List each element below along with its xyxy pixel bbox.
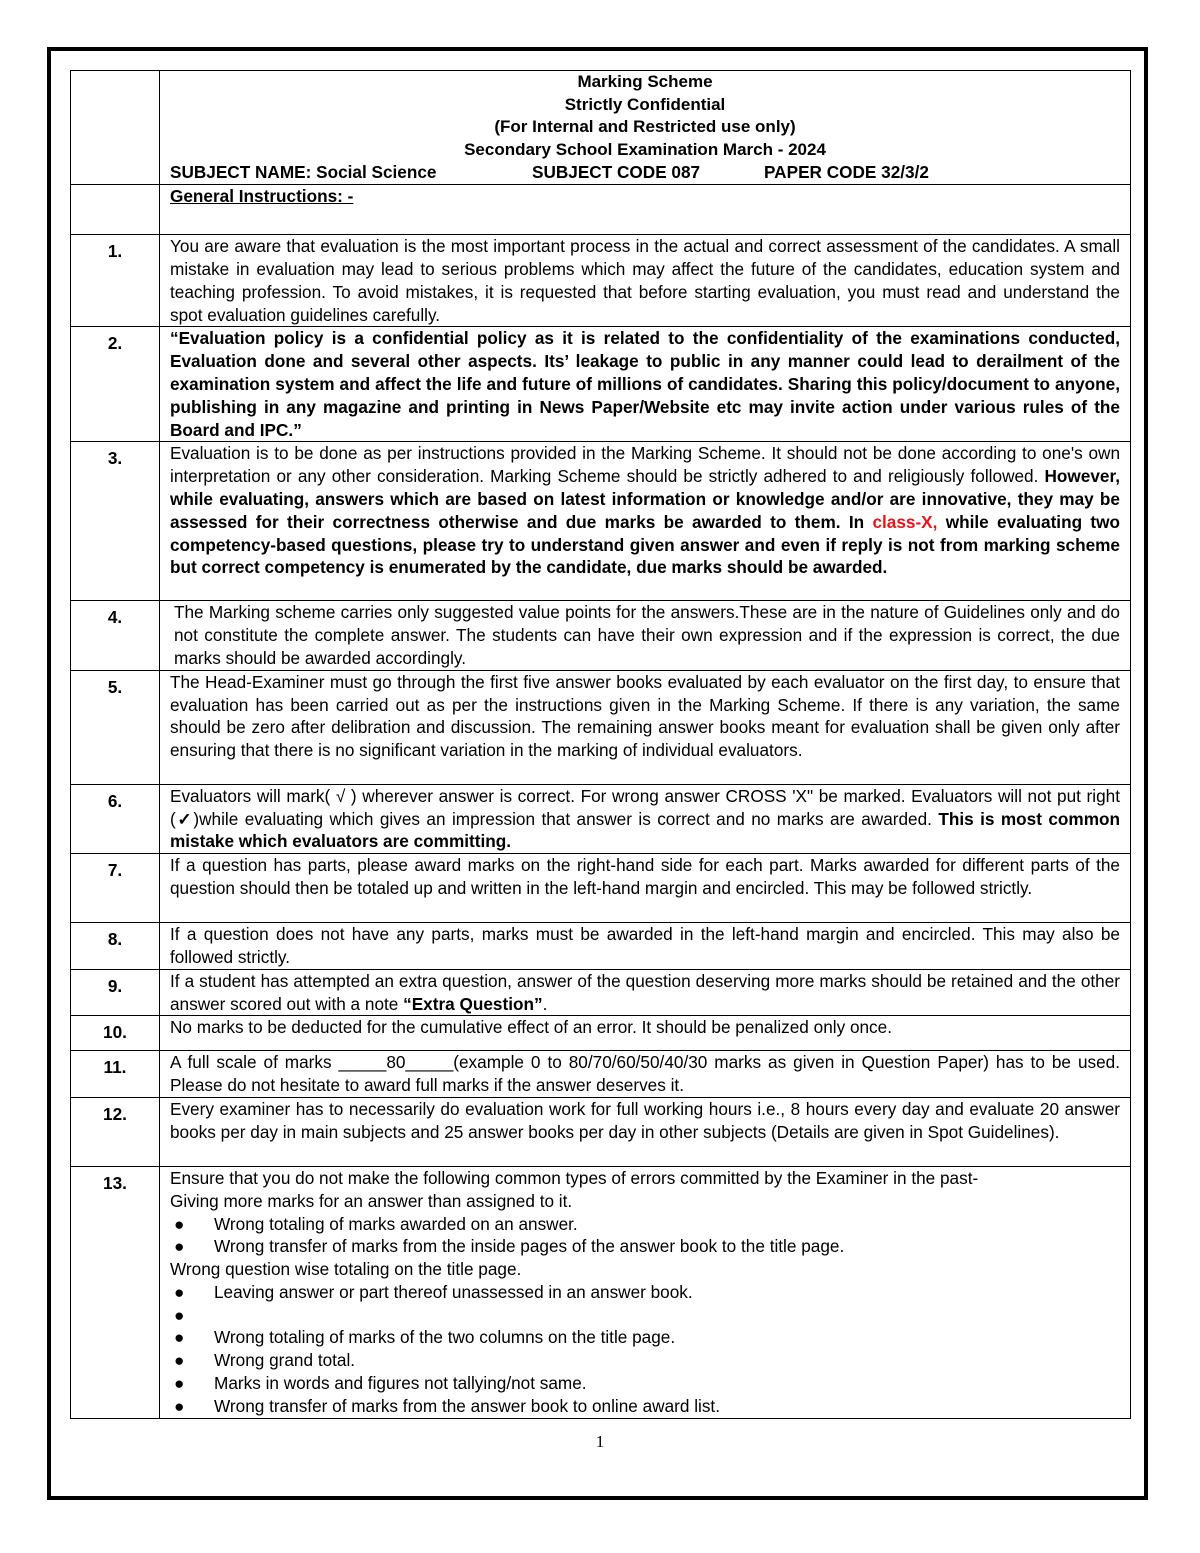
item-text: You are aware that evaluation is the most important process in the actual and correct assessment of the candidates. A small mistake in evaluation may lead to serious problems which may affect the future of the candidates, education system and teaching profession. To avoid mistakes, it is requested that before starting evaluation, you must read and understand the spot evaluation guidelines carefully. xyxy=(160,235,1131,327)
instruction-row xyxy=(71,854,1131,923)
item-intro: Ensure that you do not make the following common types of errors committed by the Examiner in the past- xyxy=(170,1167,979,1188)
item-text: “Evaluation policy is a confidential policy as it is related to the confidentiality of the examinations conducted, Evaluation done and several other aspects. Its’ leakage to public in any manner could lead to derailment of the examination system and affect the life and future of millions of candidates. Sharing this policy/document to anyone, publishing in any magazine and printing in News Paper/Website etc may invite action under various rules of the Board and IPC.” xyxy=(160,327,1131,442)
item-text: No marks to be deducted for the cumulative effect of an error. It should be penalized only once. xyxy=(160,1016,1131,1051)
instruction-row xyxy=(71,235,1131,327)
exam-label: Secondary School Examination March - 2024 xyxy=(464,139,826,159)
error-list-item xyxy=(170,1235,1120,1258)
item-text-bold: while evaluating two competency-based questions, please try to understand given answer and even if reply is not from marking scheme but correct competency is enumerated by the candidate, due marks should be awarded. xyxy=(170,511,1120,578)
item-number: 6. xyxy=(71,784,160,853)
instruction-row xyxy=(71,1016,1131,1051)
item-text: The Head-Examiner must go through the first five answer books evaluated by each evaluator on the first day, to ensure that evaluation has been carried out as per the instructions given in the Marking Scheme. If there is any variation, the same should be zero after delibration and discussion. The remaining answer books meant for evaluation shall be given only after ensuring that there is no significant variation in the marking of individual evaluators. xyxy=(160,670,1131,784)
instruction-row xyxy=(71,784,1131,853)
item-number: 2. xyxy=(71,327,160,442)
item-line: Giving more marks for an answer than assigned to it. xyxy=(170,1190,573,1211)
error-list-item xyxy=(170,1395,1120,1418)
item-number: 12. xyxy=(71,1097,160,1166)
item-text: If a question has parts, please award marks on the right-hand side for each part. Marks awarded for different parts of the question should then be totaled up and written in the left-hand margin and encircled. This may be followed strictly. xyxy=(160,854,1131,923)
item-number: 3. xyxy=(71,442,160,601)
instruction-row xyxy=(71,1097,1131,1166)
error-list-text: Wrong transfer of marks from the answer book to online award list. xyxy=(214,1395,720,1416)
bullet-icon: ● xyxy=(174,1395,185,1416)
item-text: If a question does not have any parts, marks must be awarded in the left-hand margin and encircled. This may also be followed strictly. xyxy=(160,923,1131,970)
bullet-icon: ● xyxy=(174,1304,185,1325)
instruction-row xyxy=(71,923,1131,970)
instruction-row xyxy=(71,670,1131,784)
item-text-part: )while evaluating which gives an impression that answer is correct and no marks are awarded. xyxy=(193,808,939,829)
bullet-icon: ● xyxy=(174,1236,185,1257)
item-text-part: Evaluation is to be done as per instructions provided in the Marking Scheme. It should not be done according to one's own interpretation or any other consideration. Marking Scheme should be strictly adhered to and religiously followed. xyxy=(170,443,1120,487)
instruction-row xyxy=(71,969,1131,1016)
subject-code: SUBJECT CODE 087 xyxy=(532,162,701,183)
general-number-cell xyxy=(71,185,160,235)
item-number: 9. xyxy=(71,969,160,1016)
usage-label: (For Internal and Restricted use only) xyxy=(494,117,796,137)
header-number-cell xyxy=(71,71,160,185)
item-line: Wrong question wise totaling on the title page. xyxy=(170,1259,522,1280)
error-list-item xyxy=(170,1304,1120,1327)
error-list-item xyxy=(170,1213,1120,1236)
item-number: 11. xyxy=(71,1051,160,1098)
error-list-text: Wrong totaling of marks awarded on an answer. xyxy=(214,1213,578,1234)
bullet-icon: ● xyxy=(174,1281,185,1302)
subject-line xyxy=(170,161,1120,184)
bullet-icon: ● xyxy=(174,1213,185,1234)
item-text-bold: “Extra Question” xyxy=(403,993,543,1014)
general-instructions-heading: General Instructions: - xyxy=(170,186,354,207)
general-instructions-row xyxy=(71,185,1131,235)
class-x-highlight: class-X, xyxy=(872,511,938,532)
item-text-bold: This is most common mistake which evaluators are committing. xyxy=(170,808,1120,852)
error-list-item xyxy=(170,1372,1120,1395)
error-list-text: Wrong grand total. xyxy=(214,1350,356,1371)
paper-code: PAPER CODE 32/3/2 xyxy=(764,162,929,183)
error-list-text: Marks in words and figures not tallying/not same. xyxy=(214,1373,587,1394)
item-text-bold: However, while evaluating, answers which are based on latest information or knowledge and/or are innovative, they may be assessed for their correctness otherwise and due marks be awarded to them. In xyxy=(170,466,1120,532)
item-text: A full scale of marks _____80_____(example 0 to 80/70/60/50/40/30 marks as given in Question Paper) has to be used. Please do not hesitate to award full marks if the answer deserves it. xyxy=(160,1051,1131,1098)
item-text: Every examiner has to necessarily do evaluation work for full working hours i.e., 8 hours every day and evaluate 20 answer books per day in main subjects and 25 answer books per day in other subjects (Details are given in Spot Guidelines). xyxy=(160,1097,1131,1166)
error-list xyxy=(170,1281,1120,1418)
instruction-row xyxy=(71,1051,1131,1098)
item-number: 4. xyxy=(71,601,160,670)
error-list xyxy=(170,1213,1120,1259)
marking-scheme-table xyxy=(70,70,1131,1419)
subject-name: SUBJECT NAME: Social Science xyxy=(170,162,437,183)
header-cell xyxy=(160,71,1131,185)
item-text xyxy=(160,442,1131,601)
bullet-icon: ● xyxy=(174,1373,185,1394)
page-number: 1 xyxy=(595,1432,605,1451)
item-text xyxy=(160,969,1131,1016)
error-list-item xyxy=(170,1349,1120,1372)
check-mark-icon: ✓ xyxy=(175,808,194,829)
error-list-item xyxy=(170,1281,1120,1304)
item-text: The Marking scheme carries only suggested value points for the answers.These are in the nature of Guidelines only and do not constitute the complete answer. The students can have their own expression and if the expression is correct, the due marks should be awarded accordingly. xyxy=(160,601,1131,670)
bullet-icon: ● xyxy=(174,1327,185,1348)
item-number: 5. xyxy=(71,670,160,784)
instruction-row xyxy=(71,442,1131,601)
error-list-text: Leaving answer or part thereof unassessed in an answer book. xyxy=(214,1281,693,1302)
bullet-icon: ● xyxy=(174,1350,185,1371)
item-text-part: . xyxy=(542,993,548,1014)
instruction-row xyxy=(71,327,1131,442)
instruction-row xyxy=(71,1166,1131,1418)
item-number: 1. xyxy=(71,235,160,327)
item-text-part: If a student has attempted an extra question, answer of the question deserving more marks should be retained and the other answer scored out with a note xyxy=(170,970,1120,1014)
error-list-text: Wrong totaling of marks of the two columns on the title page. xyxy=(214,1327,676,1348)
item-text xyxy=(160,1166,1131,1418)
doc-title: Marking Scheme xyxy=(577,72,713,91)
error-list-item xyxy=(170,1326,1120,1349)
instruction-row xyxy=(71,601,1131,670)
item-text xyxy=(160,784,1131,853)
item-number: 13. xyxy=(71,1166,160,1418)
item-number: 8. xyxy=(71,923,160,970)
item-number: 7. xyxy=(71,854,160,923)
confidential-label: Strictly Confidential xyxy=(564,94,726,114)
item-number: 10. xyxy=(71,1016,160,1051)
error-list-text: Wrong transfer of marks from the inside pages of the answer book to the title page. xyxy=(214,1236,845,1257)
header-row xyxy=(71,71,1131,185)
item-text-part: Evaluators will mark( √ ) wherever answer is correct. For wrong answer CROSS 'X" be marked. Evaluators will not put right ( xyxy=(170,785,1120,829)
